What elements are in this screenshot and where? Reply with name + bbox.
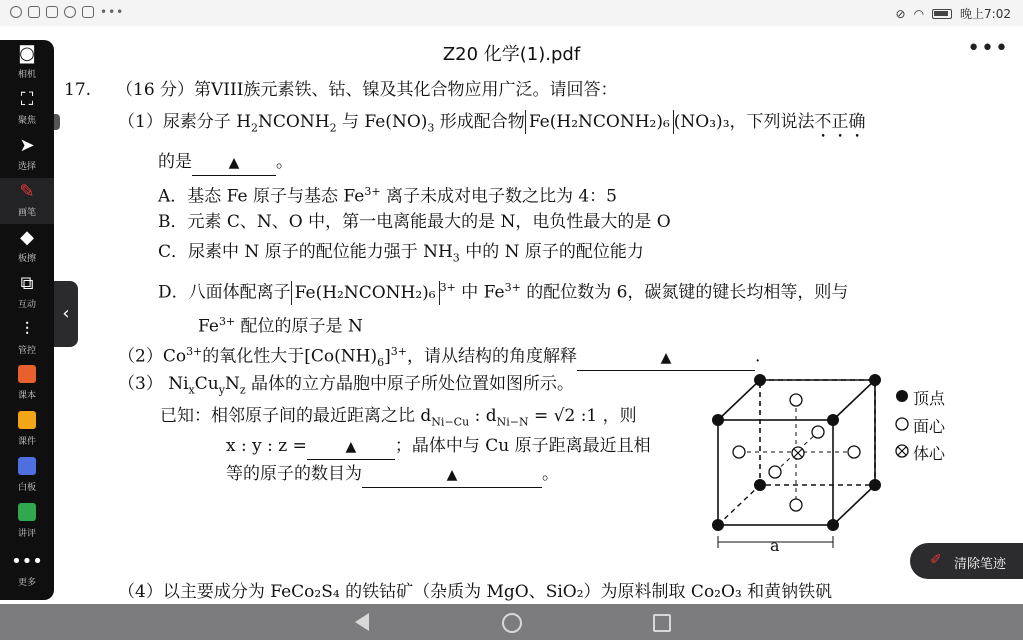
answer-blank: ▲ [307, 434, 395, 460]
tool-textbook[interactable]: 课本 [0, 362, 54, 408]
home-icon[interactable] [502, 613, 522, 633]
option-d-cont: $Fe^{3+}$ 配位的原子是 N [198, 315, 363, 337]
tool-camera[interactable]: ◙ 相机 [0, 40, 54, 86]
legend-vertex: 顶点 [913, 389, 946, 408]
unit-cell-figure [700, 370, 960, 560]
part4-line: （4）以主要成分为 FeCo₂S₄ 的铁钴矿（杂质为 MgO、SiO₂）为原料制取 Co₂O₃ 和黄钠铁矾 [118, 582, 833, 602]
question-heading: （16 分）第VIII族元素铁、钴、镍及其化合物应用广泛。请回答： [116, 80, 618, 100]
emphasis-text: 不正确 [814, 112, 866, 132]
option-b: B．元素 C、N、O 中，第一电离能最大的是 N，电负性最大的是 O [158, 212, 671, 232]
recent-apps-icon[interactable] [653, 614, 671, 632]
edge-length-label: a [770, 536, 780, 555]
control-icon: ⫶ [24, 319, 30, 340]
option-a: A．基态 Fe 原子与基态 $Fe^{3+}$ 离子未成对电子数之比为 4：5 [158, 185, 618, 207]
legend-face: 面心 [913, 417, 946, 436]
clear-ink-button[interactable]: ✐ 清除笔迹 [910, 543, 1023, 579]
eraser-icon: ◆ [20, 227, 34, 248]
chevron-left-icon: ‹ [62, 303, 70, 324]
question-number: 17. [64, 80, 92, 100]
part3-known: 已知：相邻原子间的最近距离之比 $d_{Ni-Cu}$ : $d_{Ni-N} = √2$ :1 ，则 [160, 406, 637, 429]
tool-select[interactable]: ➤ 选择 [0, 132, 54, 178]
tool-pen[interactable]: ✎ 画笔 [0, 178, 54, 224]
legend-body: 体心 [913, 444, 946, 463]
tool-more[interactable]: ••• 更多 [0, 548, 54, 594]
tool-focus[interactable]: ⛶ 聚焦 [0, 86, 54, 132]
complex-formula: Fe(H₂NCONH₂)₆ [525, 110, 674, 134]
legend-face-marker [896, 418, 908, 430]
part2-line: $(2)Co^{3+}$的氧化性大于$[Co(NH)_6]^{3+}$，请从结构的角度解释 ▲ . [118, 345, 761, 370]
legend-vertex-marker [896, 390, 908, 402]
complex-formula: Fe(H₂NCONH₂)₆ [291, 281, 440, 305]
part3-ratio: x : y : z = ▲ ；晶体中与 Cu 原子距离最近且相 [226, 434, 651, 460]
part1-line2: 的是 ▲ 。 [158, 150, 293, 176]
tool-eraser[interactable]: ◆ 板擦 [0, 224, 54, 270]
option-d: D．八面体配离子 Fe(H₂NCONH₂)₆ $^{3+}$ 中 $Fe^{3+}$ 的配位数为 6，碳氮键的键长均相等，则与 [158, 281, 849, 303]
cursor-icon: ➤ [19, 135, 35, 156]
interact-icon: ⧉ [20, 273, 34, 294]
body-center-atom [792, 447, 804, 459]
tool-interact[interactable]: ⧉ 互动 [0, 270, 54, 316]
document-title: Z20 化学(1).pdf [442, 44, 581, 65]
part3-count: 等的原子的数目为 ▲ 。 [226, 462, 559, 488]
legend-body-marker [896, 445, 908, 457]
mute-icon: ⊘ [895, 6, 906, 21]
whiteboard-icon [18, 457, 36, 475]
tool-review[interactable]: 讲评 [0, 500, 54, 546]
toolbar-drag-handle[interactable] [54, 114, 60, 130]
folder-icon [18, 411, 36, 429]
option-c: C．尿素中 N 原子的配位能力强于 $NH_3$ 中的 N 原子的配位能力 [158, 242, 644, 265]
tool-control[interactable]: ⫶ 管控 [0, 316, 54, 362]
collapse-toolbar-button[interactable] [54, 281, 78, 347]
clock-time: 晚上7:02 [960, 7, 1011, 21]
tool-whiteboard[interactable]: 白板 [0, 454, 54, 500]
tool-courseware[interactable]: 课件 [0, 408, 54, 454]
camera-icon: ◙ [18, 43, 36, 64]
answer-blank: ▲ [192, 150, 276, 176]
pen-icon: ✎ [19, 181, 35, 202]
more-notifications-icon: ••• [100, 5, 125, 19]
answer-blank: ▲ [577, 345, 755, 371]
annotation-toolbar [0, 40, 54, 600]
part3-line: （3） $Ni_xCu_yN_z$ 晶体的立方晶胞中原子所处位置如图所示。 [118, 374, 575, 397]
book-icon [18, 365, 36, 383]
more-icon: ••• [11, 551, 43, 572]
wifi-icon: ◠ [913, 6, 925, 21]
answer-blank: ▲ [362, 462, 542, 488]
more-options-icon[interactable]: ••• [967, 36, 1009, 61]
back-icon[interactable] [355, 613, 369, 631]
part1-line: （1）尿素分子 $H_2NCONH_2$ 与 $Fe(NO)_3$ 形成配合物 Fe(H₂NCONH₂)₆ (NO₃)₃，下列说法不正确 [118, 112, 866, 135]
focus-icon: ⛶ [20, 89, 34, 110]
clear-ink-icon: ✐ [930, 552, 942, 568]
review-icon [18, 503, 36, 521]
system-nav-bar [0, 604, 1023, 640]
